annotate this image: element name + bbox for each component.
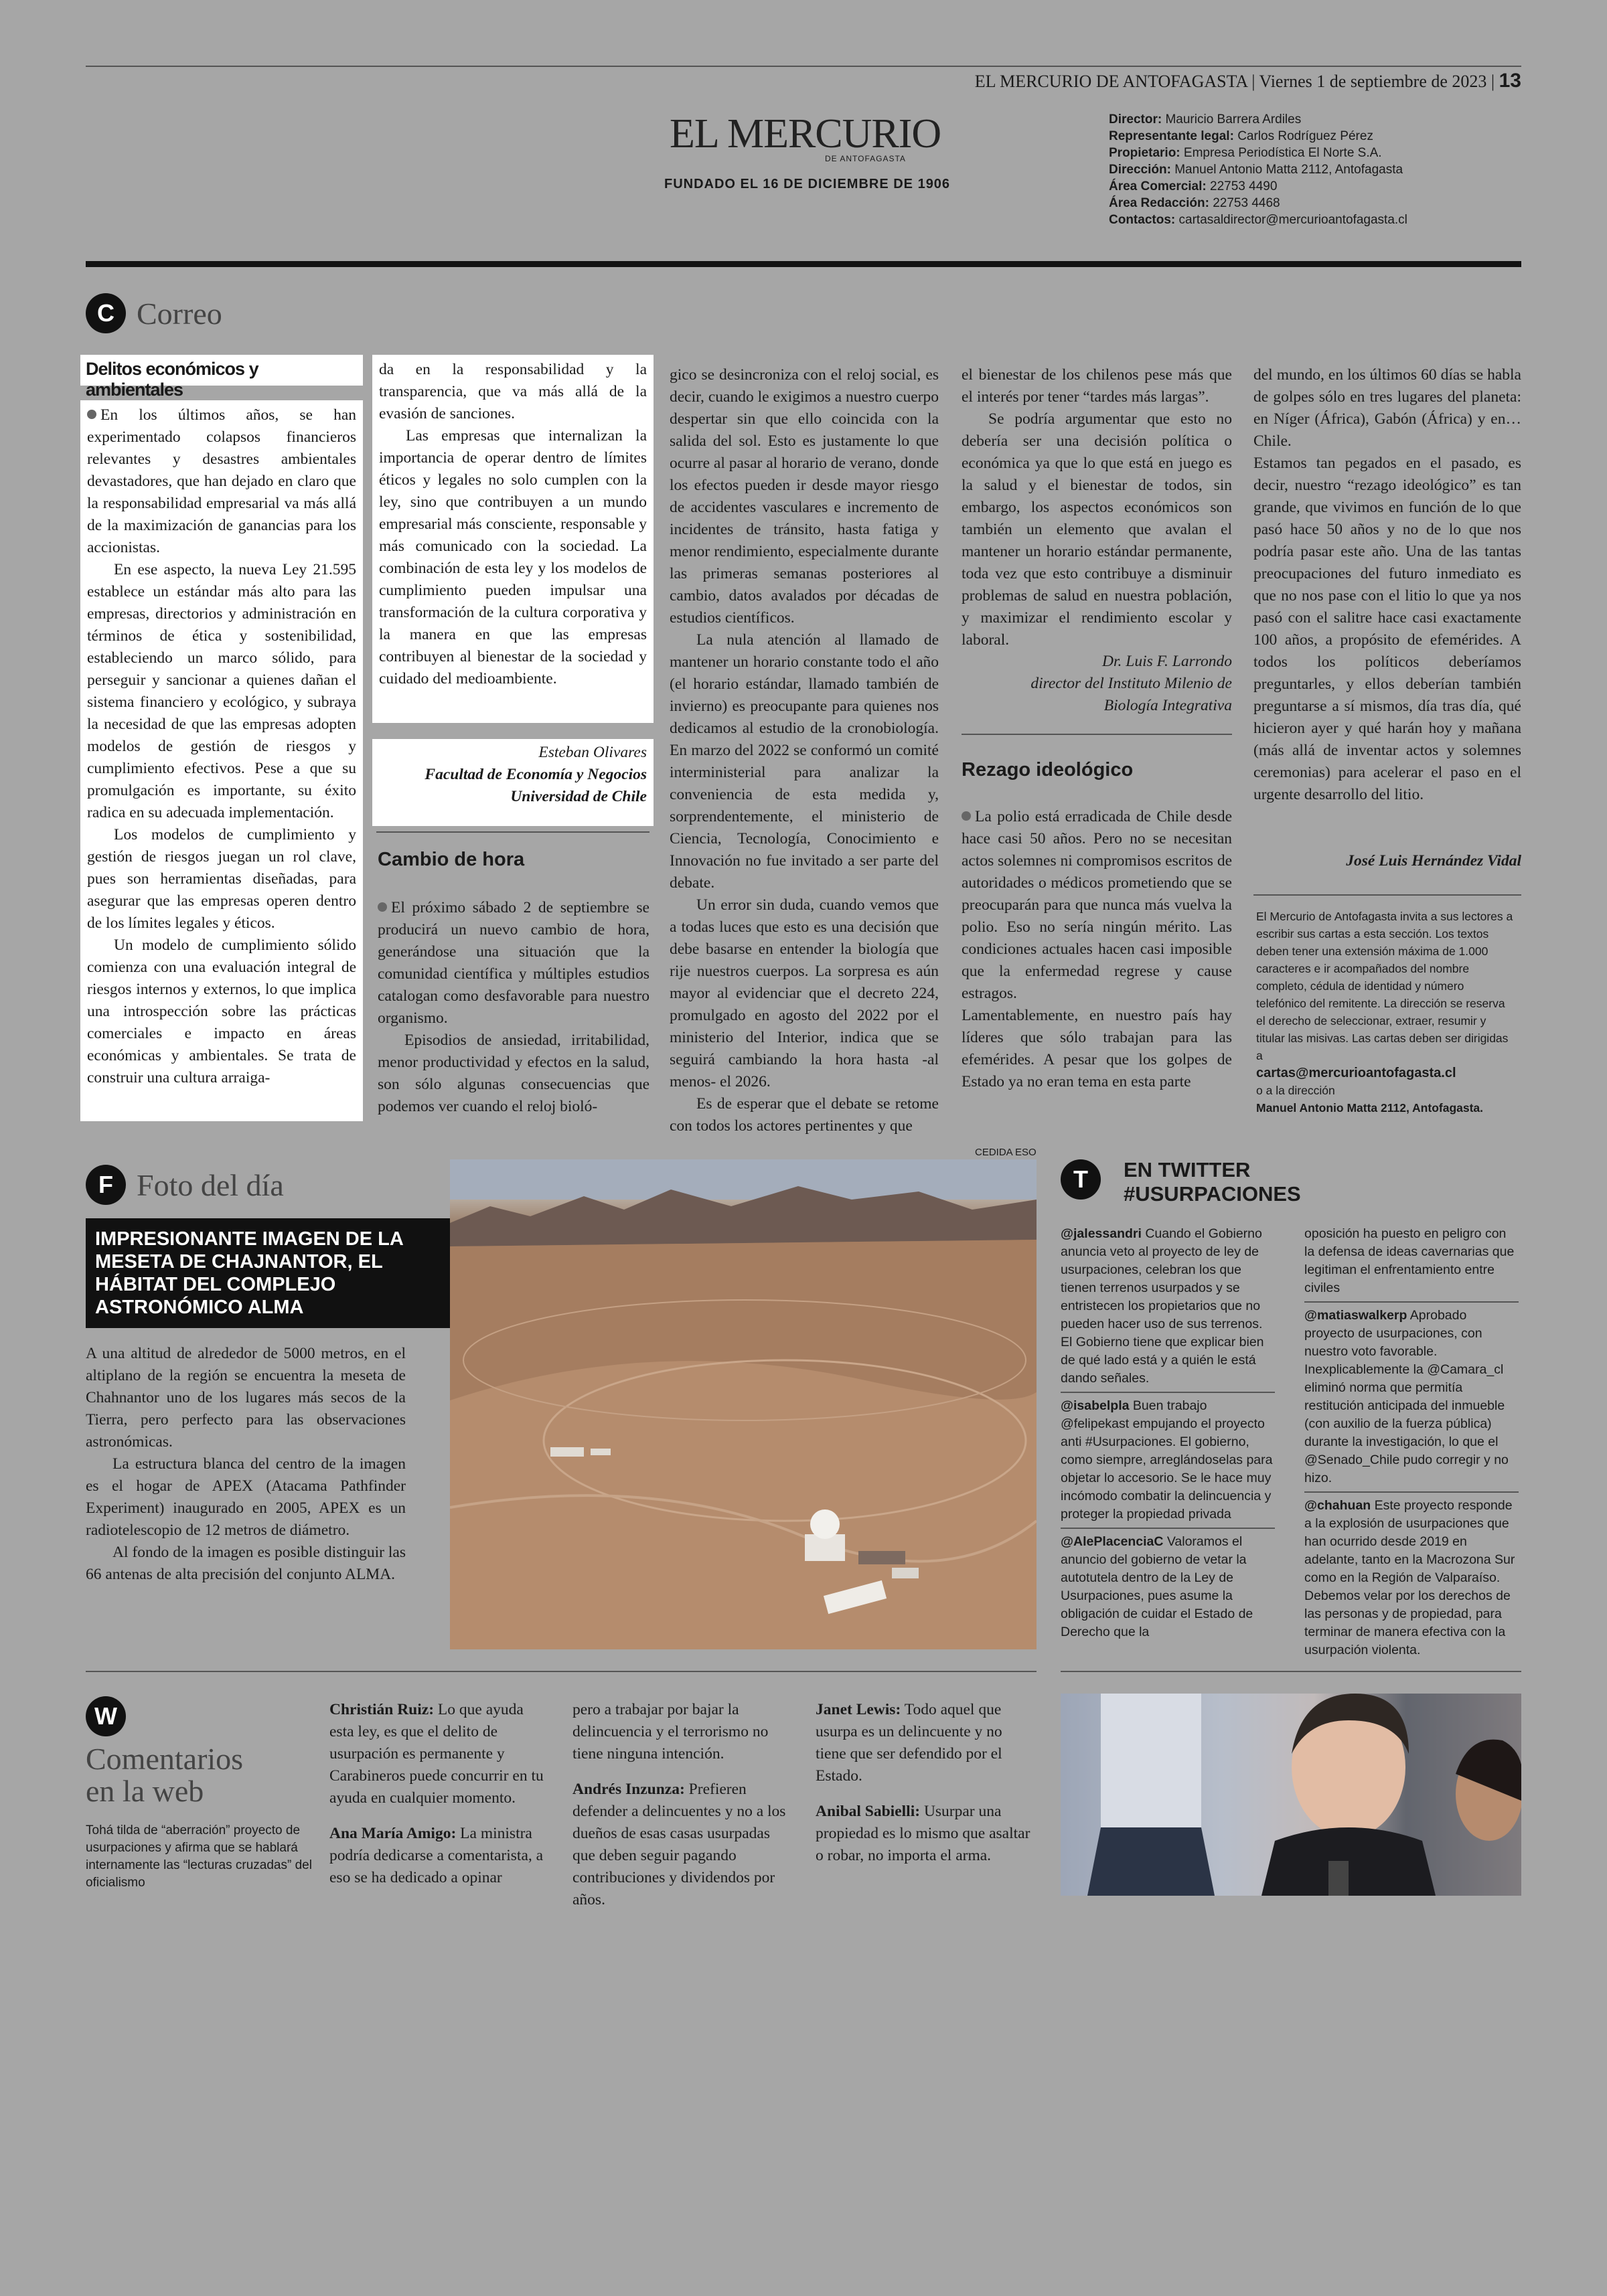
masthead-sub: DE ANTOFAGASTA bbox=[825, 154, 906, 163]
tweet: @jalessandri Cuando el Gobierno anuncia veto al proyecto de ley de usurpaciones, celebran los que tienen terrenos usurpados y se entristecen los propietarios que no pueden hacer uso de sus terrenos. El Gobierno tiene que explicar bien de qué lado está y a quién le está dando señales. bbox=[1061, 1226, 1264, 1386]
minister-photo bbox=[1061, 1694, 1521, 1896]
rule bbox=[1253, 894, 1521, 896]
comment: Christián Ruiz: Lo que ayuda esta ley, es que el delito de usurpación es permanente y Carabineros puede concurrir en tu ayuda en cualquier momento. bbox=[329, 1701, 544, 1807]
correo-badge: C bbox=[86, 293, 126, 333]
tweet-handle: @AlePlacenciaC bbox=[1061, 1534, 1164, 1549]
staff-line: Contactos: cartasaldirector@mercurioantofagasta.cl bbox=[1109, 213, 1407, 227]
staff-line: Área Comercial: 22753 4490 bbox=[1109, 179, 1278, 193]
masthead-logo: EL MERCURIO bbox=[670, 111, 941, 157]
notice-email: cartas@mercurioantofagasta.cl bbox=[1256, 1066, 1456, 1080]
rule bbox=[962, 734, 1232, 735]
staff-line: Área Redacción: 22753 4468 bbox=[1109, 196, 1280, 210]
header-rule bbox=[86, 261, 1521, 267]
foto-caption-headline: IMPRESIONANTE IMAGEN DE LA MESETA DE CHAJNANTOR, EL HÁBITAT DEL COMPLEJO ASTRONÓMICO ALMA bbox=[86, 1218, 477, 1328]
letter1-headline-box bbox=[80, 355, 363, 400]
tweet: @isabelpla Buen trabajo @felipekast empujando el proyecto anti #Usurpaciones. El gobierno, como siempre, arreglándoselas para objetar lo accesorio. Se le hace muy incómodo combatir la delincuencia y proteger la propiedad privada bbox=[1061, 1398, 1273, 1522]
letter2-signature: Dr. Luis F. Larrondo director del Instituto Milenio de Biología Integrativa bbox=[1030, 653, 1232, 714]
comment: Ana María Amigo: La ministra podría dedicarse a comentarista, a eso se ha dedicado a opinar bbox=[329, 1825, 544, 1886]
foto-title: Foto del día bbox=[137, 1168, 284, 1202]
comment: Anibal Sabielli: Usurpar una propiedad es lo mismo que asaltar o robar, no importa el arma. bbox=[816, 1803, 1030, 1864]
web-comments-col1 bbox=[329, 1699, 550, 1889]
tweet: oposición ha puesto en peligro con la defensa de ideas cavernarias que legitiman el enfrentamiento entre civiles bbox=[1304, 1226, 1515, 1295]
web-badge: W bbox=[86, 1696, 126, 1736]
letters-notice: El Mercurio de Antofagasta invita a sus lectores a escribir sus cartas a esta sección. Los textos deben tener una extensión máxima de 1.000 caracteres e ir acompañados del nombre completo, cédula de identidad y número telefónico del remitente. La dirección se reserva el derecho de seleccionar, extraer, resumir y titular las misivas. Las cartas deben ser dirigidas a cartas@mercurioantofagasta.cl o a la dirección Manuel Antonio Matta 2112, Antofagasta. bbox=[1256, 908, 1517, 1117]
founded-line: FUNDADO EL 16 DE DICIEMBRE DE 1906 bbox=[664, 177, 951, 191]
comment: Janet Lewis: Todo aquel que usurpa es un delincuente y no tiene que ser defendido por el Estado. bbox=[816, 1701, 1002, 1785]
page-number: 13 bbox=[1499, 70, 1521, 92]
letter1-headline: Delitos económicos y ambientales bbox=[86, 359, 258, 400]
letter2-col4: el bienestar de los chilenos pese más que el interés por tener “tardes más largas”. Se podría argumentar que esto no debería ser una decisión política o económica ya que lo que está en juego es la salud y el bienestar de todos, sin embargo, los aspectos económicos son también un elemento que avalan el mantener un horario estándar permanente, toda vez que esto contribuye a disminuir problemas de salud en nuestra población, y maximizar el rendimiento escolar y laboral. bbox=[962, 366, 1232, 649]
folio: EL MERCURIO DE ANTOFAGASTA | Viernes 1 de septiembre de 2023 | 13 bbox=[974, 70, 1521, 92]
web-comments-col2 bbox=[572, 1699, 793, 1911]
chajnantor-photo bbox=[450, 1159, 1037, 1649]
comment: Andrés Inzunza: Prefieren defender a delincuentes y no a los dueños de esas casas usurpadas que deben seguir pagando contribuciones y dividendos por años. bbox=[572, 1781, 786, 1908]
tweet-handle: @isabelpla bbox=[1061, 1398, 1130, 1413]
staff-box bbox=[1109, 111, 1407, 228]
web-title: Comentarios en la web bbox=[86, 1742, 244, 1808]
rule bbox=[376, 831, 649, 833]
web-comments-col3 bbox=[816, 1699, 1037, 1867]
letter2-col3: gico se desincroniza con el reloj social, es decir, cuando le exigimos a nuestro cuerpo despertar sin que ello coincida con la salida del sol. Esto es justamente lo que ocurre al pasar al horario de verano, donde los efectos pueden ir desde mayor riesgo de accidentes vasculares e incremento de incidentes de tránsito, hasta fatiga y menor rendimiento, especialmente durante las primeras semanas posteriores al cambio, datos avalados por décadas de estudios científicos. La nula atención al llamado de mantener un horario constante todo el año (el horario estándar, llamado también de invierno) es preocupante para quienes nos dedicamos al estudio de la cronobiología. En marzo del 2022 se conformó un comité interministerial para analizar la conveniencia de esta medida y, sorprendentemente, el ministerio de Ciencia, Tecnología, Conocimiento e Innovación no fue invitado a ser parte del debate. Un error sin duda, cuando vemos que a todas luces que esto es una decisión que debe basarse en entender la biología que rije nuestros cuerpos. La sorpresa es aún mayor al evidenciar que el decreto 224, promulgado en agosto del 2022 por el ministerio del Interior, indica que se seguirá cambiando la hora hasta -al menos- el 2026. Es de esperar que el debate se retome con todos los actores pertinentes y que bbox=[670, 366, 939, 1135]
letter3-col4: La polio está erradicada de Chile desde hace casi 50 años. Pero no se necesitan actos solemnes ni compromisos escritos de autoridades o médicos prometiendo que se preocuparán para que nunca más vuelva la polio. Eso no sería ningún mérito. Las condiciones actuales hacen casi imposible que la enfermedad regrese y cause estragos. Lamentablemente, en nuestro país hay líderes que sólo trabajan para las efemérides. A pesar que los golpes de Estado ya no eran tema en esta parte bbox=[962, 808, 1232, 1090]
chajnantor-photo-illustration bbox=[450, 1159, 1037, 1649]
tweet: @AlePlacenciaC Valoramos el anuncio del gobierno de vetar la autotutela dentro de la Ley de Usurpaciones, pues asume la obligación de cuidar el Estado de Derecho que la bbox=[1061, 1534, 1253, 1639]
minister-photo-illustration bbox=[1061, 1694, 1521, 1896]
rule bbox=[1061, 1671, 1521, 1672]
twitter-title: EN TWITTER #USURPACIONES bbox=[1124, 1158, 1301, 1206]
tweet-handle: @jalessandri bbox=[1061, 1226, 1142, 1241]
staff-line: Director: Mauricio Barrera Ardiles bbox=[1109, 112, 1302, 127]
letter1-col1: En los últimos años, se han experimentado colapsos financieros relevantes y desastres ambientales devastadores, que han dejado en claro que la responsabilidad empresarial va más allá de la maximización de ganancias para los accionistas. En ese aspecto, la nueva Ley 21.595 establece un estándar más alto para las empresas, directorios y administración en términos de ética y sostenibilidad, estableciendo un marco sólido, para perseguir y sancionar a quienes dañan el sistema financiero y ecológico, y subraya la necesidad de que las empresas adopten modelos de gestión de riesgos y cumplimiento efectivos. Pese a que su promulgación es importante, su éxito radica en su adecuada implementación. Los modelos de cumplimiento y gestión de riesgos juegan un rol clave, pues son herramientas diseñadas, para asegurar que las empresas operen dentro de los límites legales y éticos. Un modelo de cumplimiento sólido comienza con una evaluación integral de riesgos internos y externos, lo que implica una introspección sobre las prácticas comerciales e impacto en áreas económicas y ambientales. Se trata de construir una cultura arraiga- bbox=[80, 400, 363, 1121]
letter1-signature: Esteban Olivares Facultad de Economía y Negocios Universidad de Chile bbox=[372, 739, 654, 826]
foto-badge: F bbox=[86, 1165, 126, 1205]
correo-title: Correo bbox=[137, 297, 222, 331]
letter3-col5: del mundo, en los últimos 60 días se habla de golpes sólo en tres lugares del planeta: en Níger (África), Gabón (África) y en… Chile. Estamos tan pegados en el pasado, es decir, nuestro “rezago ideológico” es tan grande, que vivimos en función de lo que pasó hace 50 años y no de lo que nos podría pasar este año. Una de las tantas preocupaciones del futuro inmediato es que no nos pase con el litio lo que ya nos pasó con el salitre hace casi exactamente 100 años, a propósito de efemérides. A todos los políticos deberíamos preguntarles, y ellos deberían también preguntarse a sí mismos, día tras día, qué hicieron ayer y qué harán hoy y mañana (más allá de inventar actos y solemnes ceremonias) para acelerar el paso en el urgente desarrollo del litio. bbox=[1253, 366, 1521, 803]
photo-credit: CEDIDA ESO bbox=[975, 1147, 1037, 1158]
tweets-col1 bbox=[1061, 1225, 1275, 1641]
comment: pero a trabajar por bajar la delincuencia y el terrorismo no tiene ninguna intención. bbox=[572, 1701, 769, 1762]
rule bbox=[86, 1671, 1037, 1672]
twitter-badge: T bbox=[1061, 1159, 1101, 1200]
staff-line: Propietario: Empresa Periodística El Norte S.A. bbox=[1109, 146, 1382, 160]
tweet-handle: @matiaswalkerp bbox=[1304, 1308, 1407, 1323]
letter1-col2: da en la responsabilidad y la transparencia, que va más allá de la evasión de sanciones. Las empresas que internalizan la importancia de operar dentro de límites éticos y legales no solo cumplen con la ley, sino que contribuyen a un mundo empresarial más consciente, responsable y más comunicado con la sociedad. La combinación de esta ley y los modelos de cumplimiento pueden impulsar una transformación de la cultura corporativa y la manera en que las empresas contribuyen al bienestar de la sociedad y cuidado del medioambiente. bbox=[372, 355, 654, 723]
staff-line: Representante legal: Carlos Rodríguez Pérez bbox=[1109, 129, 1373, 143]
foto-caption: A una altitud de alrededor de 5000 metros, en el altiplano de la región se encuentra la meseta de Chahnantor uno de los lugares más secos de la Tierra, pero perfecto para las observaciones astronómicas. La estructura blanca del centro de la imagen es el hogar de APEX (Atacama Pathfinder Experiment) inaugurado en 2005, APEX es un radiotelescopio de 12 metros de diámetro. Al fondo de la imagen es posible distinguir las 66 antenas de alta precisión del conjunto ALMA. bbox=[86, 1345, 406, 1583]
tweet-handle: @chahuan bbox=[1304, 1498, 1371, 1513]
top-rule bbox=[86, 66, 1521, 67]
staff-line: Dirección: Manuel Antonio Matta 2112, Antofagasta bbox=[1109, 163, 1403, 177]
web-intro: Tohá tilda de “aberración” proyecto de usurpaciones y afirma que se hablará internamente las “lecturas cruzadas” del oficialismo bbox=[86, 1823, 312, 1890]
letter3-headline: Rezago ideológico bbox=[962, 759, 1134, 781]
letter2-headline: Cambio de hora bbox=[378, 849, 525, 870]
tweet: @matiaswalkerp Aprobado proyecto de usurpaciones, con nuestro voto favorable. Inexplicablemente la @Camara_cl eliminó norma que permitía restitución anticipada del inmueble (con auxilio de la fuerza pública) durante la investigación, lo que el @Senado_Chile pudo corregir y no hizo. bbox=[1304, 1308, 1509, 1485]
tweets-col2 bbox=[1304, 1225, 1519, 1659]
letter3-signature: José Luis Hernández Vidal bbox=[1346, 852, 1521, 870]
notice-address: Manuel Antonio Matta 2112, Antofagasta. bbox=[1256, 1101, 1484, 1115]
letter2-col2: El próximo sábado 2 de septiembre se producirá un nuevo cambio de hora, generándose una situación que la comunidad científica y múltiples estudios catalogan como desfavorable para nuestro organismo. Episodios de ansiedad, irritabilidad, menor productividad y efectos en la salud, son sólo algunas consecuencias que podemos ver cuando el reloj bioló- bbox=[378, 899, 649, 1115]
tweet: @chahuan Este proyecto responde a la explosión de usurpaciones que han ocurrido desde 2019 en adelante, tanto en la Macrozona Sur como en la Región de Valparaíso. Debemos velar por los derechos de las personas y de propiedad, para terminar de manera efectiva con la usurpación violenta. bbox=[1304, 1498, 1515, 1657]
